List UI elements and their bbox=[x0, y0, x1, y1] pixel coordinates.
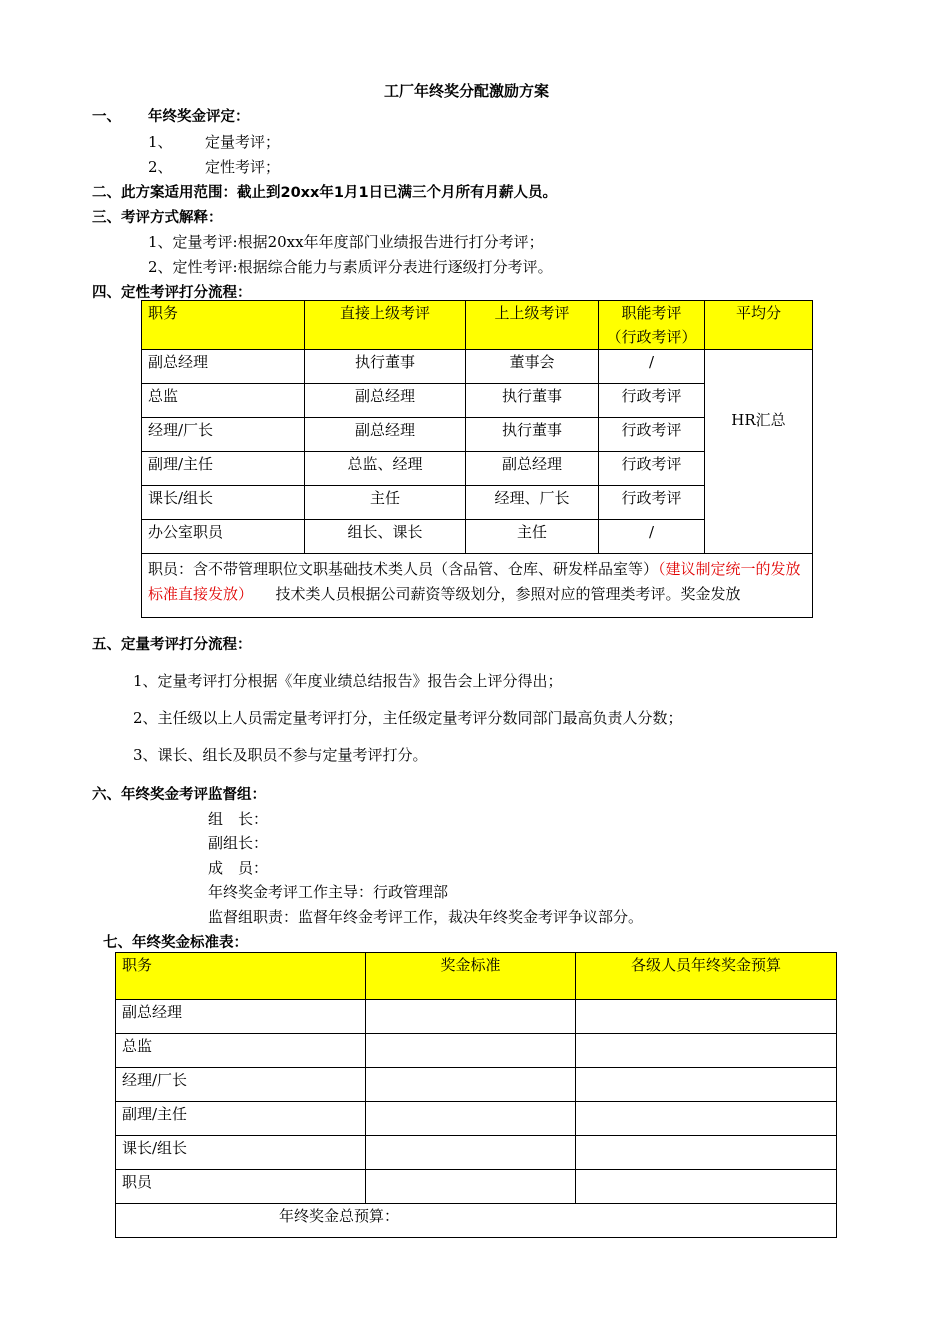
qualitative-header-row bbox=[142, 301, 813, 350]
header-direct-superior: 直接上级考评 bbox=[305, 301, 466, 350]
note-text-2: 技术类人员根据公司薪资等级划分，参照对应的管理类考评。奖金发放 bbox=[245, 585, 741, 603]
cell: 主任 bbox=[305, 486, 466, 520]
cell-empty bbox=[366, 1170, 576, 1204]
header-functional-eval-line2: （行政考评） bbox=[606, 328, 697, 346]
cell-empty bbox=[366, 1068, 576, 1102]
cell-empty bbox=[576, 1000, 837, 1034]
cell: 经理/厂长 bbox=[116, 1068, 366, 1102]
s6-leader: 组 长： bbox=[208, 810, 269, 828]
cell-empty bbox=[366, 1102, 576, 1136]
cell: 总监 bbox=[142, 384, 305, 418]
cell-empty bbox=[366, 1000, 576, 1034]
cell: 行政考评 bbox=[599, 418, 705, 452]
cell-empty bbox=[576, 1170, 837, 1204]
table-row bbox=[116, 1170, 837, 1204]
s3-heading: 三、考评方式解释： bbox=[92, 210, 223, 226]
cell: 行政考评 bbox=[599, 486, 705, 520]
cell: 课长/组长 bbox=[116, 1136, 366, 1170]
qualitative-table bbox=[141, 300, 813, 618]
cell: 总监 bbox=[116, 1034, 366, 1068]
table-row bbox=[116, 1034, 837, 1068]
s6-duty: 监督组职责：监督年终金考评工作，裁决年终奖金考评争议部分。 bbox=[208, 908, 644, 926]
cell: 总监、经理 bbox=[305, 452, 466, 486]
s7-heading: 七、年终奖金标准表： bbox=[103, 935, 248, 951]
s1-heading: 年终奖金评定： bbox=[148, 109, 250, 125]
s6-vice-leader: 副组长： bbox=[208, 834, 269, 852]
s5-item-2: 2、主任级以上人员需定量考评打分，主任级定量考评分数同部门最高负责人分数； bbox=[133, 709, 683, 727]
cell: 副总经理 bbox=[142, 350, 305, 384]
cell: 执行董事 bbox=[466, 384, 599, 418]
cell: 主任 bbox=[466, 520, 599, 554]
note-text: 职员：含不带管理职位文职基础技术类人员（含品管、仓库、研发样品室等） bbox=[148, 560, 659, 578]
cell: / bbox=[599, 520, 705, 554]
cell: 董事会 bbox=[466, 350, 599, 384]
cell-empty bbox=[576, 1136, 837, 1170]
cell: 职员 bbox=[116, 1170, 366, 1204]
cell: 办公室职员 bbox=[142, 520, 305, 554]
s5-item-3: 3、课长、组长及职员不参与定量考评打分。 bbox=[133, 746, 428, 764]
cell: 副理/主任 bbox=[116, 1102, 366, 1136]
header-functional-eval bbox=[599, 301, 705, 350]
cell-empty bbox=[366, 1136, 576, 1170]
cell: 课长/组长 bbox=[142, 486, 305, 520]
header-bonus-standard: 奖金标准 bbox=[366, 953, 576, 1000]
cell: 副总经理 bbox=[305, 418, 466, 452]
note-row bbox=[142, 554, 813, 618]
cell: 经理、厂长 bbox=[466, 486, 599, 520]
cell: 执行董事 bbox=[466, 418, 599, 452]
cell: 行政考评 bbox=[599, 452, 705, 486]
cell: 行政考评 bbox=[599, 384, 705, 418]
s2-heading: 二、此方案适用范围：截止到20xx年1月1日已满三个月所有月薪人员。 bbox=[92, 185, 558, 201]
cell: 副总经理 bbox=[466, 452, 599, 486]
s5-item-1: 1、定量考评打分根据《年度业绩总结报告》报告会上评分得出； bbox=[133, 672, 563, 690]
s1-heading-num: 一、 bbox=[92, 109, 121, 125]
table-row bbox=[116, 1000, 837, 1034]
s1-item-2-num: 2、 bbox=[148, 158, 173, 176]
s6-members: 成 员： bbox=[208, 859, 269, 877]
table-row bbox=[116, 1102, 837, 1136]
total-budget-label: 年终奖金总预算： bbox=[116, 1204, 837, 1238]
page-title: 工厂年终奖分配激励方案 bbox=[384, 82, 550, 100]
s5-heading: 五、定量考评打分流程： bbox=[92, 637, 252, 653]
total-row bbox=[116, 1204, 837, 1238]
cell: / bbox=[599, 350, 705, 384]
cell-empty bbox=[576, 1068, 837, 1102]
cell-empty bbox=[576, 1102, 837, 1136]
s3-item-2: 2、定性考评:根据综合能力与素质评分表进行逐级打分考评。 bbox=[148, 258, 553, 276]
header-functional-eval-line1: 职能考评 bbox=[621, 304, 682, 322]
header-next-superior: 上上级考评 bbox=[466, 301, 599, 350]
s1-item-1-num: 1、 bbox=[148, 133, 173, 151]
s1-item-2-text: 定性考评； bbox=[205, 158, 281, 176]
header-position: 职务 bbox=[142, 301, 305, 350]
cell: 副总经理 bbox=[305, 384, 466, 418]
note-red-text: （建议制定统一的发放标准直接发放） bbox=[148, 560, 801, 603]
header-average: 平均分 bbox=[705, 301, 813, 350]
header-position: 职务 bbox=[116, 953, 366, 1000]
s6-heading: 六、年终奖金考评监督组： bbox=[92, 787, 266, 803]
note-cell bbox=[142, 554, 813, 618]
s6-lead-dept: 年终奖金考评工作主导：行政管理部 bbox=[208, 883, 449, 901]
cell: 组长、课长 bbox=[305, 520, 466, 554]
avg-merged-cell: HR汇总 bbox=[705, 350, 813, 554]
s4-heading: 四、定性考评打分流程： bbox=[92, 285, 252, 301]
cell: 副理/主任 bbox=[142, 452, 305, 486]
s1-item-1-text: 定量考评； bbox=[205, 133, 281, 151]
cell-empty bbox=[366, 1034, 576, 1068]
bonus-header-row bbox=[116, 953, 837, 1000]
cell: 副总经理 bbox=[116, 1000, 366, 1034]
bonus-standard-table bbox=[115, 952, 837, 1238]
table-row bbox=[142, 350, 813, 384]
table-row bbox=[116, 1068, 837, 1102]
cell: 执行董事 bbox=[305, 350, 466, 384]
table-row bbox=[116, 1136, 837, 1170]
cell: 经理/厂长 bbox=[142, 418, 305, 452]
s3-item-1: 1、定量考评:根据20xx年年度部门业绩报告进行打分考评； bbox=[148, 233, 544, 251]
header-bonus-budget: 各级人员年终奖金预算 bbox=[576, 953, 837, 1000]
cell-empty bbox=[576, 1034, 837, 1068]
